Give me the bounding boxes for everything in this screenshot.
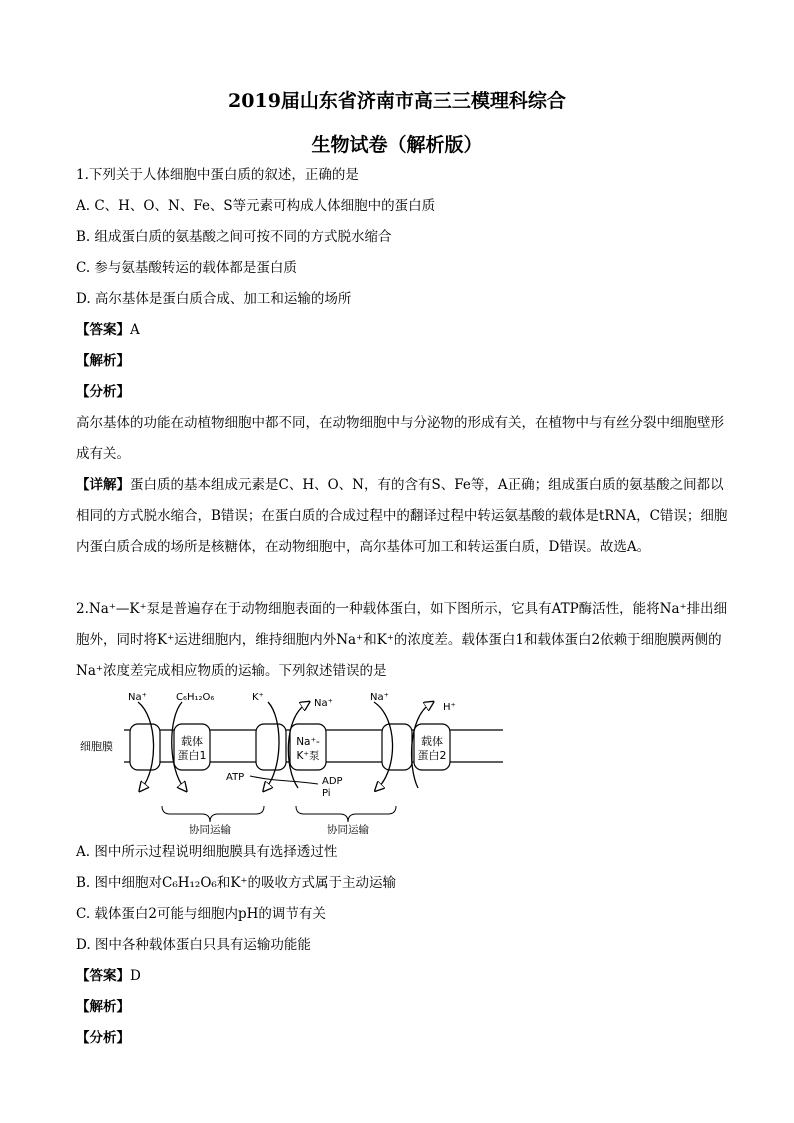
carrier2-label-b: 蛋白2 <box>417 749 447 762</box>
q1-analysis: 高尔基体的功能在动植物细胞中都不同，在动物细胞中与分泌物的形成有关，在植物中与有丝分裂中细胞壁形成有关。 <box>76 415 724 462</box>
h-label: H⁺ <box>443 702 456 713</box>
membrane-label: 细胞膜 <box>80 740 113 753</box>
q2-option-a: A. 图中所示过程说明细胞膜具有选择透过性 <box>76 844 338 860</box>
pump-label-b: K⁺泵 <box>296 750 320 762</box>
q2-jiexi-heading: 【解析】 <box>76 999 130 1015</box>
na-pump-out-label: Na⁺ <box>314 698 333 709</box>
answer-value: A <box>130 322 140 338</box>
brace-cotransport-1 <box>162 806 264 822</box>
detail-text: 蛋白质的基本组成元素是C、H、O、N，有的含有S、Fe等，A正确；组成蛋白质的氨基酸之间都以相同的方式脱水缩合，B错误；在蛋白质的合成过程中的翻译过程中转运氨基酸的载体是tRNA，C错误；细胞内蛋白质合成的场所是核糖体，在动物细胞中，高尔基体可加工和转运蛋白质，D错误。故选A。 <box>76 477 728 555</box>
carrier2-label-a: 载体 <box>421 735 443 748</box>
transport-diagram <box>78 688 508 834</box>
q2-option-d: D. 图中各种载体蛋白只具有运输功能能 <box>76 937 311 953</box>
q1-jiexi-heading: 【解析】 <box>76 353 130 369</box>
page-subtitle: 生物试卷（解析版） <box>311 134 483 156</box>
q1-option-c: C. 参与氨基酸转运的载体都是蛋白质 <box>76 260 297 276</box>
pi-label: Pi <box>322 788 331 799</box>
k-label: K⁺ <box>252 692 264 703</box>
q1-answer <box>76 321 140 339</box>
atp-hydrolysis-line <box>250 776 318 784</box>
answer-tag: 【答案】 <box>76 322 130 338</box>
cotransport-label-2: 协同运输 <box>327 824 369 834</box>
q1-fenxi-heading: 【分析】 <box>76 384 130 400</box>
q2-option-b: B. 图中细胞对C₆H₁₂O₆和K⁺的吸收方式属于主动运输 <box>76 875 397 891</box>
answer-tag: 【答案】 <box>76 968 130 984</box>
q1-option-d: D. 高尔基体是蛋白质合成、加工和运输的场所 <box>76 291 352 307</box>
adp-label: ADP <box>322 776 343 787</box>
q1-option-a: A. C、H、O、N、Fe、S等元素可构成人体细胞中的蛋白质 <box>76 198 436 214</box>
na-right-label: Na⁺ <box>370 692 389 703</box>
answer-value: D <box>130 968 141 984</box>
page-title: 2019届山东省济南市高三三模理科综合 <box>228 90 566 112</box>
q2-stem: 2.Na⁺—K⁺泵是普遍存在于动物细胞表面的一种载体蛋白，如下图所示，它具有ATP酶活性，能将Na⁺排出细胞外，同时将K⁺运进细胞内，维持细胞内外Na⁺和K⁺的浓度差。载体蛋白1和载体蛋白2依赖于细胞膜两侧的Na⁺浓度差完成相应物质的运输。下列叙述错误的是 <box>76 601 728 679</box>
carrier1-label-a: 载体 <box>181 735 203 748</box>
brace-cotransport-2 <box>296 806 396 822</box>
detail-tag: 【详解】 <box>76 477 130 493</box>
na-left-label: Na⁺ <box>128 692 147 703</box>
cotransport-label-1: 协同运输 <box>189 824 231 834</box>
q2-fenxi-heading: 【分析】 <box>76 1030 130 1046</box>
channel-protein-1 <box>130 724 160 770</box>
channel-protein-3 <box>382 724 412 770</box>
carrier1-label-b: 蛋白1 <box>177 749 207 762</box>
atp-label: ATP <box>226 772 245 783</box>
q1-detail <box>76 470 728 563</box>
q1-option-b: B. 组成蛋白质的氨基酸之间可按不同的方式脱水缩合 <box>76 229 392 245</box>
q2-option-c: C. 载体蛋白2可能与细胞内pH的调节有关 <box>76 906 326 922</box>
q1-stem: 1.下列关于人体细胞中蛋白质的叙述，正确的是 <box>76 167 359 183</box>
channel-protein-2 <box>256 724 286 770</box>
q2-answer <box>76 967 141 985</box>
pump-label-a: Na⁺- <box>296 736 320 748</box>
glucose-label: C₆H₁₂O₆ <box>176 692 215 703</box>
